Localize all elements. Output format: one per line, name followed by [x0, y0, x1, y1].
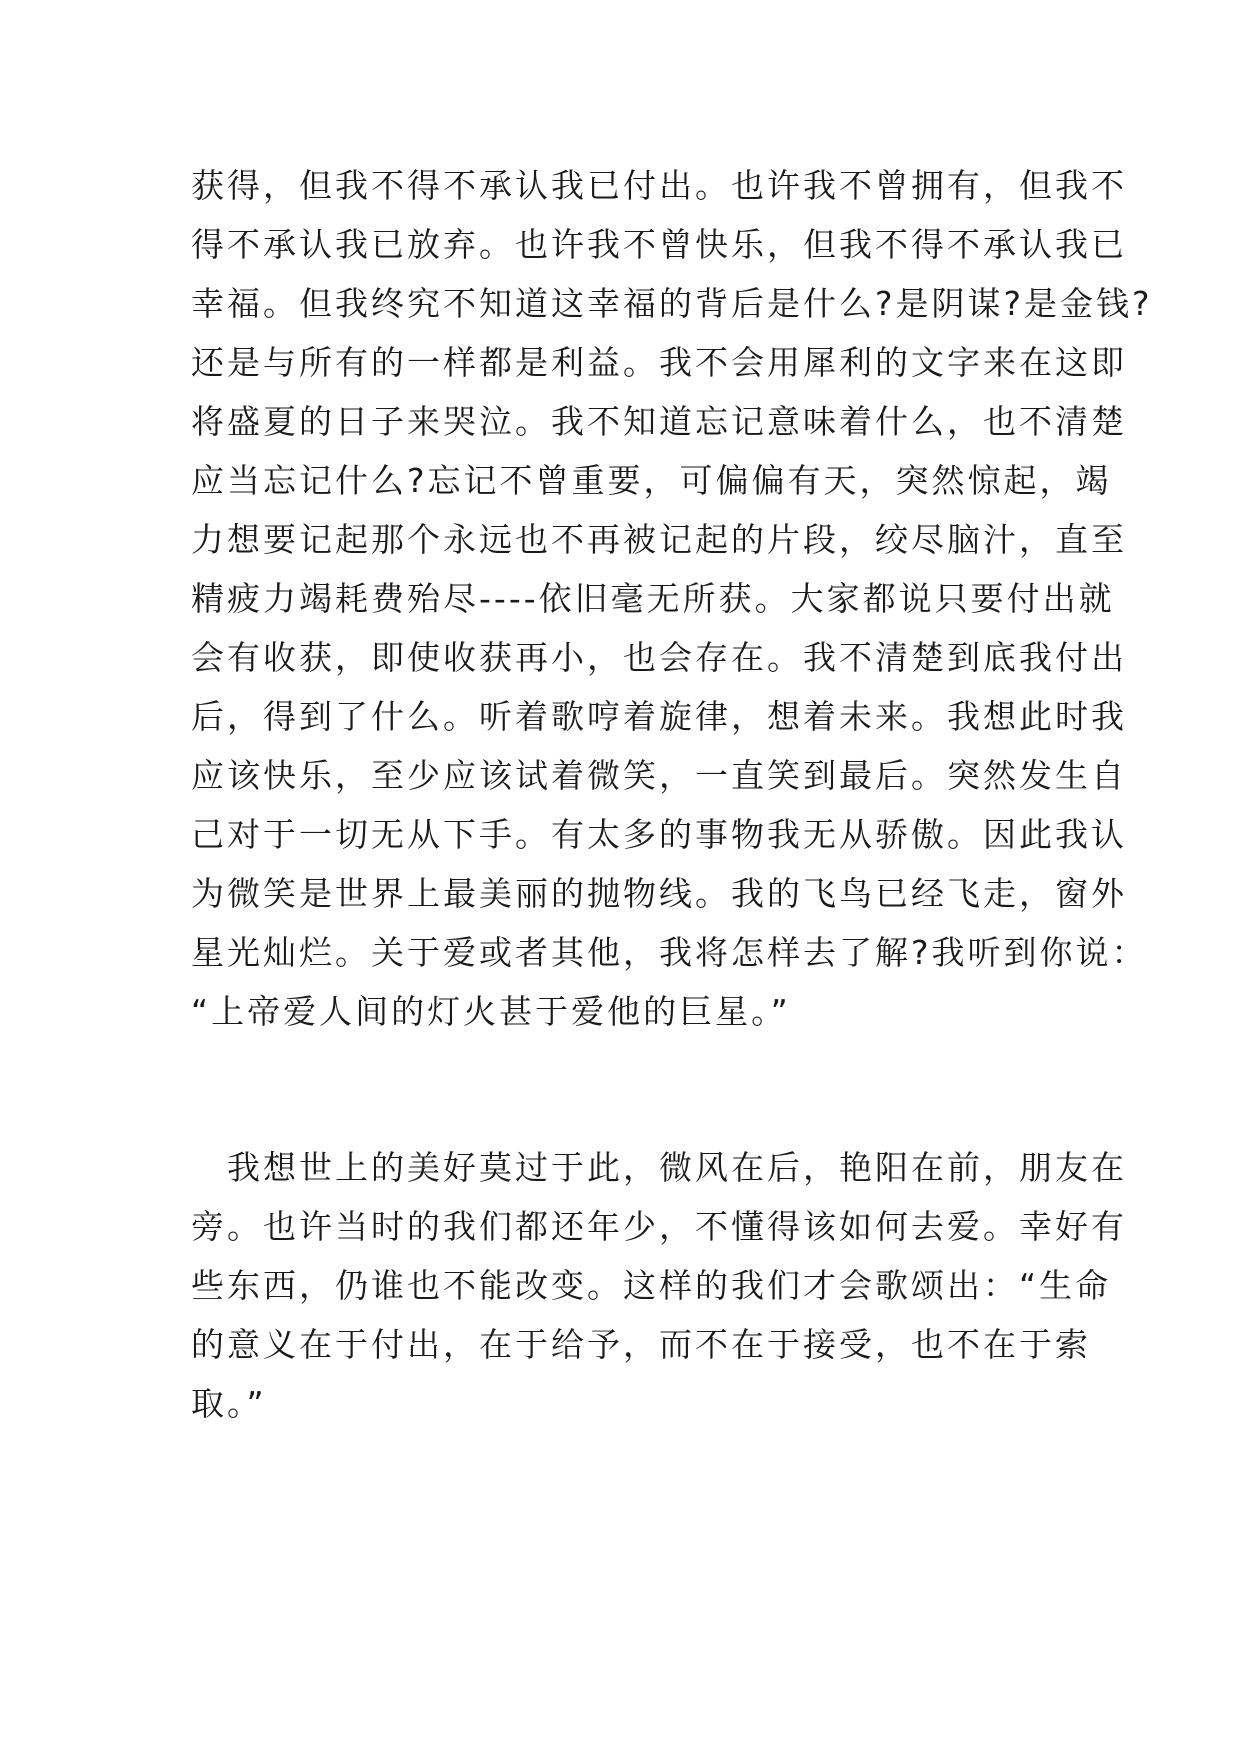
- paragraph-line: 的意义在于付出，在于给予，而不在于接受，也不在于索: [191, 1325, 1091, 1364]
- paragraph-2: [191, 1138, 1127, 1433]
- paragraph-line: 我想世上的美好莫过于此，微风在后，艳阳在前，朋友在: [191, 1148, 1127, 1187]
- paragraph-1: [191, 156, 1153, 1041]
- paragraph-line: 旁。也许当时的我们都还年少，不懂得该如何去爱。幸好有: [191, 1207, 1127, 1246]
- paragraph-line: 精疲力竭耗费殆尽----依旧毫无所获。大家都说只要付出就: [191, 579, 1115, 618]
- paragraph-line: 幸福。但我终究不知道这幸福的背后是什么?是阴谋?是金钱?: [191, 284, 1153, 323]
- paragraph-line: 应该快乐，至少应该试着微笑，一直笑到最后。突然发生自: [191, 756, 1127, 795]
- paragraph-line: 会有收获，即使收获再小，也会存在。我不清楚到底我付出: [191, 638, 1127, 677]
- paragraph-line: 取。”: [191, 1384, 267, 1423]
- paragraph-line: 力想要记起那个永远也不再被记起的片段，绞尽脑汁，直至: [191, 520, 1127, 559]
- paragraph-line: 后，得到了什么。听着歌哼着旋律，想着未来。我想此时我: [191, 697, 1127, 736]
- paragraph-line: 还是与所有的一样都是利益。我不会用犀利的文字来在这即: [191, 343, 1127, 382]
- paragraph-line: 获得，但我不得不承认我已付出。也许我不曾拥有，但我不: [191, 166, 1127, 205]
- paragraph-line: 星光灿烂。关于爱或者其他，我将怎样去了解?我听到你说：: [191, 933, 1148, 972]
- paragraph-line: 为微笑是世界上最美丽的抛物线。我的飞鸟已经飞走，窗外: [191, 874, 1127, 913]
- paragraph-line: “上帝爱人间的灯火甚于爱他的巨星。”: [191, 992, 791, 1031]
- paragraph-line: 些东西，仍谁也不能改变。这样的我们才会歌颂出：“生命: [191, 1266, 1112, 1305]
- paragraph-line: 己对于一切无从下手。有太多的事物我无从骄傲。因此我认: [191, 815, 1127, 854]
- paragraph-line: 应当忘记什么?忘记不曾重要，可偏偏有天，突然惊起，竭: [191, 461, 1112, 500]
- paragraph-line: 将盛夏的日子来哭泣。我不知道忘记意味着什么，也不清楚: [191, 402, 1127, 441]
- paragraph-line: 得不承认我已放弃。也许我不曾快乐，但我不得不承认我已: [191, 225, 1127, 264]
